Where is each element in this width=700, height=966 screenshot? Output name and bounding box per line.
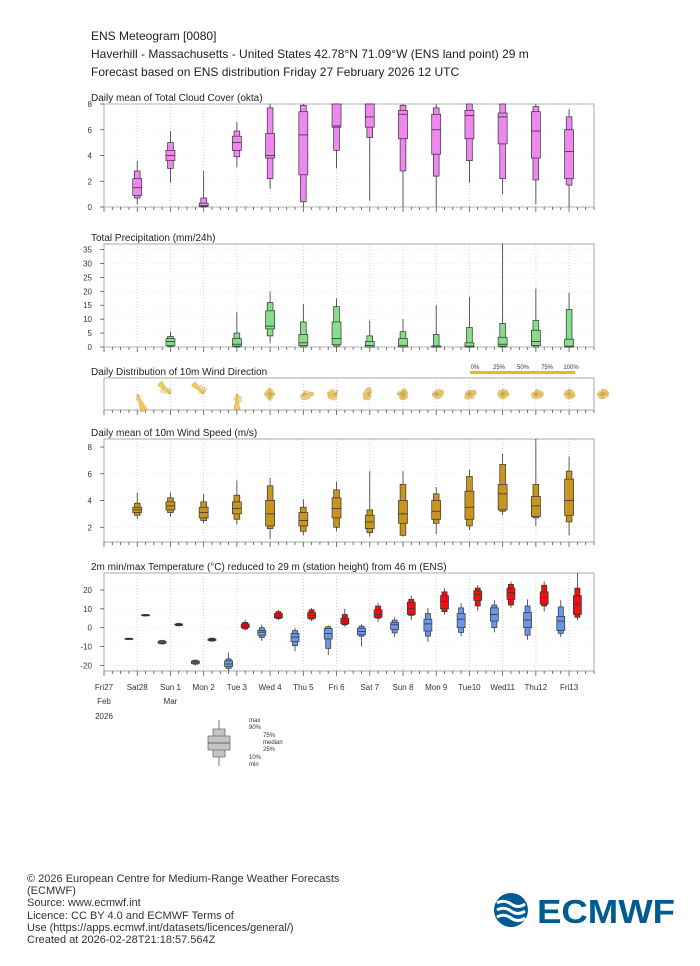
wind-rose: [432, 389, 444, 399]
box-plot: [398, 471, 407, 537]
box-25-75: [498, 113, 507, 144]
wind-legend-label: 75%: [540, 365, 554, 371]
box-25-75: [332, 498, 341, 518]
box-plot: [274, 610, 282, 620]
day-label: Thu 5: [293, 683, 314, 692]
box-25-75: [374, 610, 382, 618]
month-label: Mar: [163, 697, 178, 706]
day-label: Fri 6: [328, 683, 345, 692]
footer-line: (ECMWF): [27, 885, 76, 898]
box-plot: [498, 244, 507, 347]
box-plot: [398, 319, 407, 347]
box-plot: [299, 499, 308, 535]
y-tick-label: 30: [83, 259, 92, 269]
footer-line: Created at 2026-02-28T21:18:57.564Z: [27, 934, 216, 947]
day-label: Sun 8: [392, 683, 414, 692]
box-plot: [374, 603, 382, 622]
box-plot: [166, 332, 175, 347]
box-25-75: [266, 134, 275, 158]
box-25-75: [465, 491, 474, 519]
forecast-base-line: Forecast based on ENS distribution Friday 27 February 2026 12 UTC: [91, 65, 460, 79]
panel-3: [88, 428, 594, 547]
y-tick-label: 6: [87, 469, 92, 479]
ecmwf-logo: [489, 891, 679, 929]
y-tick-label: 0: [87, 203, 92, 212]
box-25-75: [498, 337, 507, 346]
box-plot: [398, 104, 407, 207]
x-axis-labels: [95, 683, 579, 721]
box-plot: [432, 305, 441, 347]
wind-rose: [136, 394, 147, 412]
location-line: Haverhill - Massachusetts - United States 42.78°N 71.09°W (ENS land point) 29 m: [91, 47, 529, 61]
box-25-75: [332, 104, 341, 127]
y-tick-label: 4: [87, 151, 92, 161]
box-plot: [199, 494, 208, 523]
day-label: Tue10: [458, 683, 481, 692]
legend-label: median: [263, 740, 283, 746]
box-plot: [540, 581, 548, 611]
day-label: Mon 9: [425, 683, 448, 692]
y-tick-label: 0: [87, 623, 92, 633]
panel-frame: [104, 244, 594, 347]
footer-credits: [27, 873, 387, 946]
wind-direction-legend: [470, 365, 579, 374]
y-tick-label: 20: [83, 585, 92, 595]
box-plot: [365, 321, 374, 347]
box-25-75: [507, 588, 515, 599]
box-plot: [332, 104, 341, 168]
box-plot: [341, 609, 349, 627]
box-plot: [357, 624, 365, 646]
day-label: Wed11: [490, 683, 515, 692]
box-plot: [133, 161, 142, 205]
box-plot: [565, 293, 574, 347]
box-25-75: [291, 633, 299, 641]
footer-line: © 2026 European Centre for Medium-Range Weather Forecasts: [27, 873, 340, 885]
box-25-75: [232, 502, 241, 514]
box-plot: [498, 104, 507, 194]
day-label: Sat28: [126, 683, 148, 692]
day-label: Fri27: [94, 683, 114, 692]
footer-line: Use (https://apps.ecmwf.int/datasets/licences/general/): [27, 921, 294, 934]
box-plot: [424, 608, 432, 642]
wind-rose: [464, 389, 476, 399]
wind-rose: [597, 389, 608, 399]
y-tick-label: 4: [87, 496, 92, 506]
y-tick-label: -10: [80, 642, 92, 652]
box-10-90: [433, 334, 439, 347]
box-25-75: [365, 341, 374, 347]
meteogram-title: ENS Meteogram [0080]: [91, 29, 217, 43]
y-tick-label: 2: [87, 177, 92, 187]
wind-rose: [158, 381, 172, 394]
box-plot: [441, 588, 449, 614]
y-tick-label: 20: [83, 287, 92, 297]
box-plot: [191, 659, 199, 665]
box-25-75: [232, 136, 241, 150]
box-plot: [507, 581, 515, 607]
box-plot: [465, 470, 474, 530]
box-plot: [166, 131, 175, 183]
box-plot: [241, 620, 249, 631]
y-tick-label: 8: [87, 100, 92, 109]
wind-legend-label: 0%: [470, 365, 480, 371]
box-25-75: [474, 591, 482, 600]
box-plot: [175, 623, 183, 626]
box-plot: [324, 625, 332, 655]
day-label: Wed 4: [258, 683, 282, 692]
box-25-75: [391, 623, 399, 630]
box-plot: [474, 585, 482, 610]
panel-title: Daily mean of 10m Wind Speed (m/s): [91, 428, 258, 439]
box-plot: [232, 312, 241, 347]
panel-4: [80, 562, 594, 676]
wind-sector: [137, 394, 147, 412]
box-plot: [232, 480, 241, 524]
wind-rose: [191, 382, 207, 394]
panel-2: [91, 367, 609, 415]
y-tick-label: 5: [87, 329, 92, 339]
box-25-75: [407, 602, 415, 614]
box-25-75: [498, 484, 507, 509]
ecmwf-logo-mark-icon: [494, 893, 528, 927]
box-25-75: [557, 616, 565, 630]
panel-title: Total Precipitation (mm/24h): [91, 233, 216, 244]
box-plot: [565, 456, 574, 535]
box-plot: [208, 637, 216, 641]
day-label: Mon 2: [192, 683, 215, 692]
wind-rose: [564, 389, 575, 399]
wind-rose: [363, 387, 372, 400]
panel-title: Daily mean of Total Cloud Cover (okta): [91, 93, 263, 104]
legend-label: 10%: [249, 755, 262, 761]
y-tick-label: 8: [87, 443, 92, 453]
box-25-75: [299, 334, 308, 345]
box-25-75: [266, 501, 275, 526]
y-tick-label: 2: [87, 523, 92, 533]
box-25-75: [299, 513, 308, 526]
y-tick-label: 25: [83, 273, 92, 283]
box-25-75: [465, 110, 474, 138]
box-plot: [332, 482, 341, 531]
box-plot: [232, 122, 241, 167]
day-label: Sat 7: [360, 683, 380, 692]
box-25-75: [457, 614, 465, 628]
y-tick-label: 0: [87, 343, 92, 352]
y-tick-label: -20: [80, 661, 92, 671]
box-25-75: [540, 592, 548, 604]
box-plot: [199, 171, 208, 207]
box-25-75: [424, 619, 432, 631]
box-plot: [498, 454, 507, 516]
box-plot: [573, 573, 581, 620]
box-plot: [490, 600, 498, 632]
box-25-75: [432, 501, 441, 520]
box-plot: [258, 625, 266, 641]
box-plot: [465, 297, 474, 347]
box-plot: [299, 104, 308, 207]
wind-rose: [233, 394, 242, 410]
box-plot: [125, 638, 133, 640]
box-25-75: [232, 339, 241, 347]
box-25-75: [432, 114, 441, 154]
box-plot: [531, 104, 540, 204]
box-plot: [291, 628, 299, 651]
y-tick-label: 35: [83, 245, 92, 255]
box-25-75: [531, 497, 540, 517]
box-25-75: [573, 596, 581, 615]
wind-rose: [397, 388, 407, 399]
box-plot: [531, 289, 540, 347]
wind-rose: [300, 390, 313, 400]
panel-0: [88, 93, 594, 212]
panel-frame: [104, 439, 594, 542]
wind-rose: [531, 389, 543, 399]
box-plot: [332, 298, 341, 347]
box-plot: [225, 653, 233, 671]
box-25-75: [166, 339, 175, 346]
y-tick-label: 15: [83, 301, 92, 311]
box-plot: [299, 304, 308, 347]
month-label: Feb: [97, 697, 111, 706]
box-plot: [166, 493, 175, 517]
legend-label: 90%: [249, 725, 262, 731]
year-label: 2026: [95, 712, 113, 721]
wind-legend-bar: [470, 371, 575, 374]
box-plot: [565, 109, 574, 207]
day-label: Tue 3: [226, 683, 247, 692]
wind-legend-label: 50%: [516, 365, 530, 371]
box-25-75: [565, 130, 574, 179]
box-25-75: [332, 322, 341, 345]
panel-title: 2m min/max Temperature (°C) reduced to 29 m (station height) from 46 m (ENS): [91, 562, 447, 573]
box-plot: [308, 608, 316, 621]
panel-1: [83, 233, 594, 352]
ecmwf-logo-text: ECMWF: [537, 893, 675, 929]
box-plot: [557, 600, 565, 637]
box-plot: [142, 614, 150, 616]
panel-frame: [104, 378, 594, 410]
day-label: Thu12: [524, 683, 548, 692]
box-plot: [391, 617, 399, 637]
box-25-75: [133, 179, 142, 196]
panel-title: Daily Distribution of 10m Wind Direction: [91, 367, 268, 378]
box-plot-legend: [208, 718, 283, 768]
day-label: Fri13: [559, 683, 579, 692]
box-plot: [432, 104, 441, 207]
box-25-75: [531, 112, 540, 158]
panel-frame: [104, 104, 594, 207]
legend-label: 75%: [263, 733, 276, 739]
box-25-75: [398, 501, 407, 524]
legend-label: 25%: [263, 747, 276, 753]
box-plot: [457, 603, 465, 636]
box-plot: [133, 493, 142, 520]
box-plot: [158, 640, 166, 645]
box-25-75: [299, 112, 308, 175]
box-plot: [407, 596, 415, 621]
day-label: Sun 1: [159, 683, 181, 692]
legend-label: min: [249, 762, 259, 768]
box-plot: [432, 487, 441, 534]
box-25-75: [365, 104, 374, 127]
legend-label: max: [249, 718, 261, 724]
box-plot: [266, 104, 275, 189]
box-plot: [266, 478, 275, 540]
wind-legend-label: 100%: [563, 365, 579, 371]
wind-rose: [328, 389, 339, 401]
box-plot: [365, 104, 374, 201]
footer-line: Source: www.ecmwf.int: [27, 897, 141, 910]
box-25-75: [441, 596, 449, 609]
box-25-75: [531, 330, 540, 345]
wind-rose: [264, 388, 275, 400]
wind-rose: [498, 389, 509, 399]
box-plot: [531, 439, 540, 526]
y-tick-label: 10: [83, 604, 92, 614]
wind-legend-label: 25%: [492, 365, 506, 371]
footer-line: Licence: CC BY 4.0 and ECMWF Terms of: [27, 909, 234, 922]
box-plot: [266, 291, 275, 343]
box-plot: [465, 104, 474, 183]
box-25-75: [258, 630, 266, 635]
box-plot: [524, 599, 532, 640]
box-plot: [365, 471, 374, 537]
box-25-75: [565, 479, 574, 515]
y-tick-label: 6: [87, 125, 92, 135]
y-tick-label: 10: [83, 315, 92, 325]
